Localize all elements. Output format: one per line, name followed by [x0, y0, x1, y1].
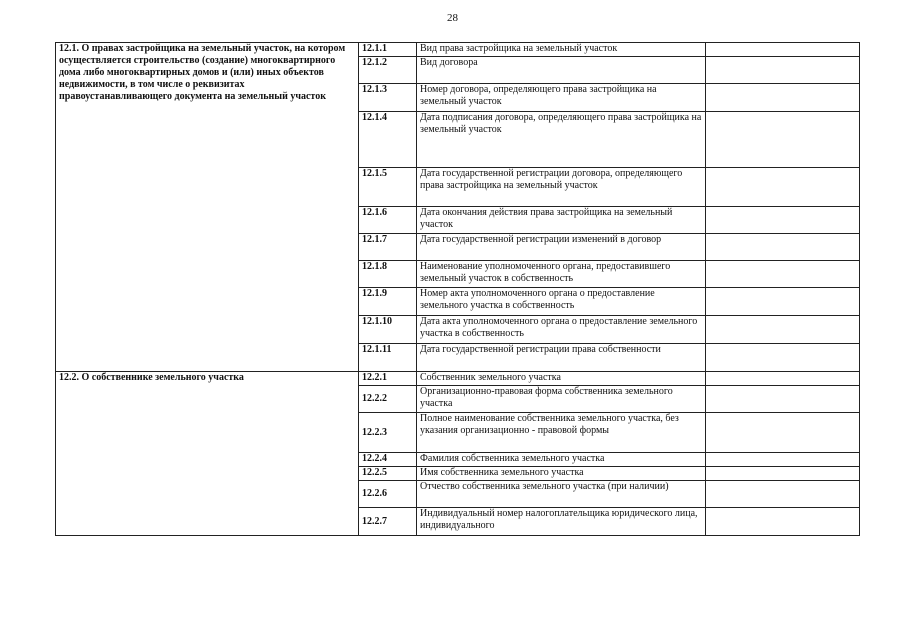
item-label: Номер акта уполномоченного органа о предоставление земельного участка в собственность: [417, 288, 706, 316]
value-cell[interactable]: [706, 316, 860, 344]
value-cell[interactable]: [706, 453, 860, 467]
item-code: 12.2.7: [359, 508, 417, 536]
item-label: Дата подписания договора, определяющего права застройщика на земельный участок: [417, 112, 706, 168]
item-code: 12.2.1: [359, 372, 417, 386]
item-label: Организационно-правовая форма собственника земельного участка: [417, 386, 706, 413]
value-cell[interactable]: [706, 234, 860, 261]
item-code: 12.1.11: [359, 344, 417, 372]
item-code: 12.2.2: [359, 386, 417, 413]
value-cell[interactable]: [706, 57, 860, 84]
item-code: 12.1.9: [359, 288, 417, 316]
item-label: Индивидуальный номер налогоплательщика юридического лица, индивидуального: [417, 508, 706, 536]
item-label: Дата акта уполномоченного органа о предоставление земельного участка в собственность: [417, 316, 706, 344]
item-label: Наименование уполномоченного органа, предоставившего земельный участок в собственность: [417, 261, 706, 288]
item-code: 12.1.1: [359, 43, 417, 57]
value-cell[interactable]: [706, 481, 860, 508]
item-label: Вид договора: [417, 57, 706, 84]
value-cell[interactable]: [706, 508, 860, 536]
section-title: 12.2. О собственнике земельного участка: [56, 372, 359, 536]
value-cell[interactable]: [706, 413, 860, 453]
section-title: 12.1. О правах застройщика на земельный участок, на котором осуществляется строительство (создание) многоквартирного дома либо многоквартирных домов и (или) иных объектов недвижимости, в том числе о реквизитах правоустанавливающего документа на земельный участок: [56, 43, 359, 372]
page-number: 28: [447, 12, 458, 24]
item-label: Собственник земельного участка: [417, 372, 706, 386]
value-cell[interactable]: [706, 288, 860, 316]
item-code: 12.2.5: [359, 467, 417, 481]
item-label: Дата окончания действия права застройщика на земельный участок: [417, 207, 706, 234]
item-label: Дата государственной регистрации изменений в договор: [417, 234, 706, 261]
item-label: Полное наименование собственника земельного участка, без указания организационно - правовой формы: [417, 413, 706, 453]
item-code: 12.1.3: [359, 84, 417, 112]
value-cell[interactable]: [706, 84, 860, 112]
item-label: Дата государственной регистрации права собственности: [417, 344, 706, 372]
item-code: 12.1.6: [359, 207, 417, 234]
item-label: Дата государственной регистрации договора, определяющего права застройщика на земельный участок: [417, 168, 706, 207]
value-cell[interactable]: [706, 112, 860, 168]
value-cell[interactable]: [706, 168, 860, 207]
item-code: 12.1.5: [359, 168, 417, 207]
item-code: 12.1.8: [359, 261, 417, 288]
item-code: 12.2.6: [359, 481, 417, 508]
item-code: 12.2.4: [359, 453, 417, 467]
value-cell[interactable]: [706, 261, 860, 288]
item-label: Фамилия собственника земельного участка: [417, 453, 706, 467]
table-row: [56, 43, 860, 57]
item-code: 12.1.7: [359, 234, 417, 261]
value-cell[interactable]: [706, 467, 860, 481]
item-label: Отчество собственника земельного участка (при наличии): [417, 481, 706, 508]
value-cell[interactable]: [706, 344, 860, 372]
value-cell[interactable]: [706, 386, 860, 413]
value-cell[interactable]: [706, 207, 860, 234]
value-cell[interactable]: [706, 372, 860, 386]
item-label: Номер договора, определяющего права застройщика на земельный участок: [417, 84, 706, 112]
item-code: 12.1.10: [359, 316, 417, 344]
disclosure-table: [55, 42, 860, 536]
item-code: 12.2.3: [359, 413, 417, 453]
table-row: [56, 372, 860, 386]
item-code: 12.1.4: [359, 112, 417, 168]
item-label: Вид права застройщика на земельный участок: [417, 43, 706, 57]
value-cell[interactable]: [706, 43, 860, 57]
item-label: Имя собственника земельного участка: [417, 467, 706, 481]
item-code: 12.1.2: [359, 57, 417, 84]
